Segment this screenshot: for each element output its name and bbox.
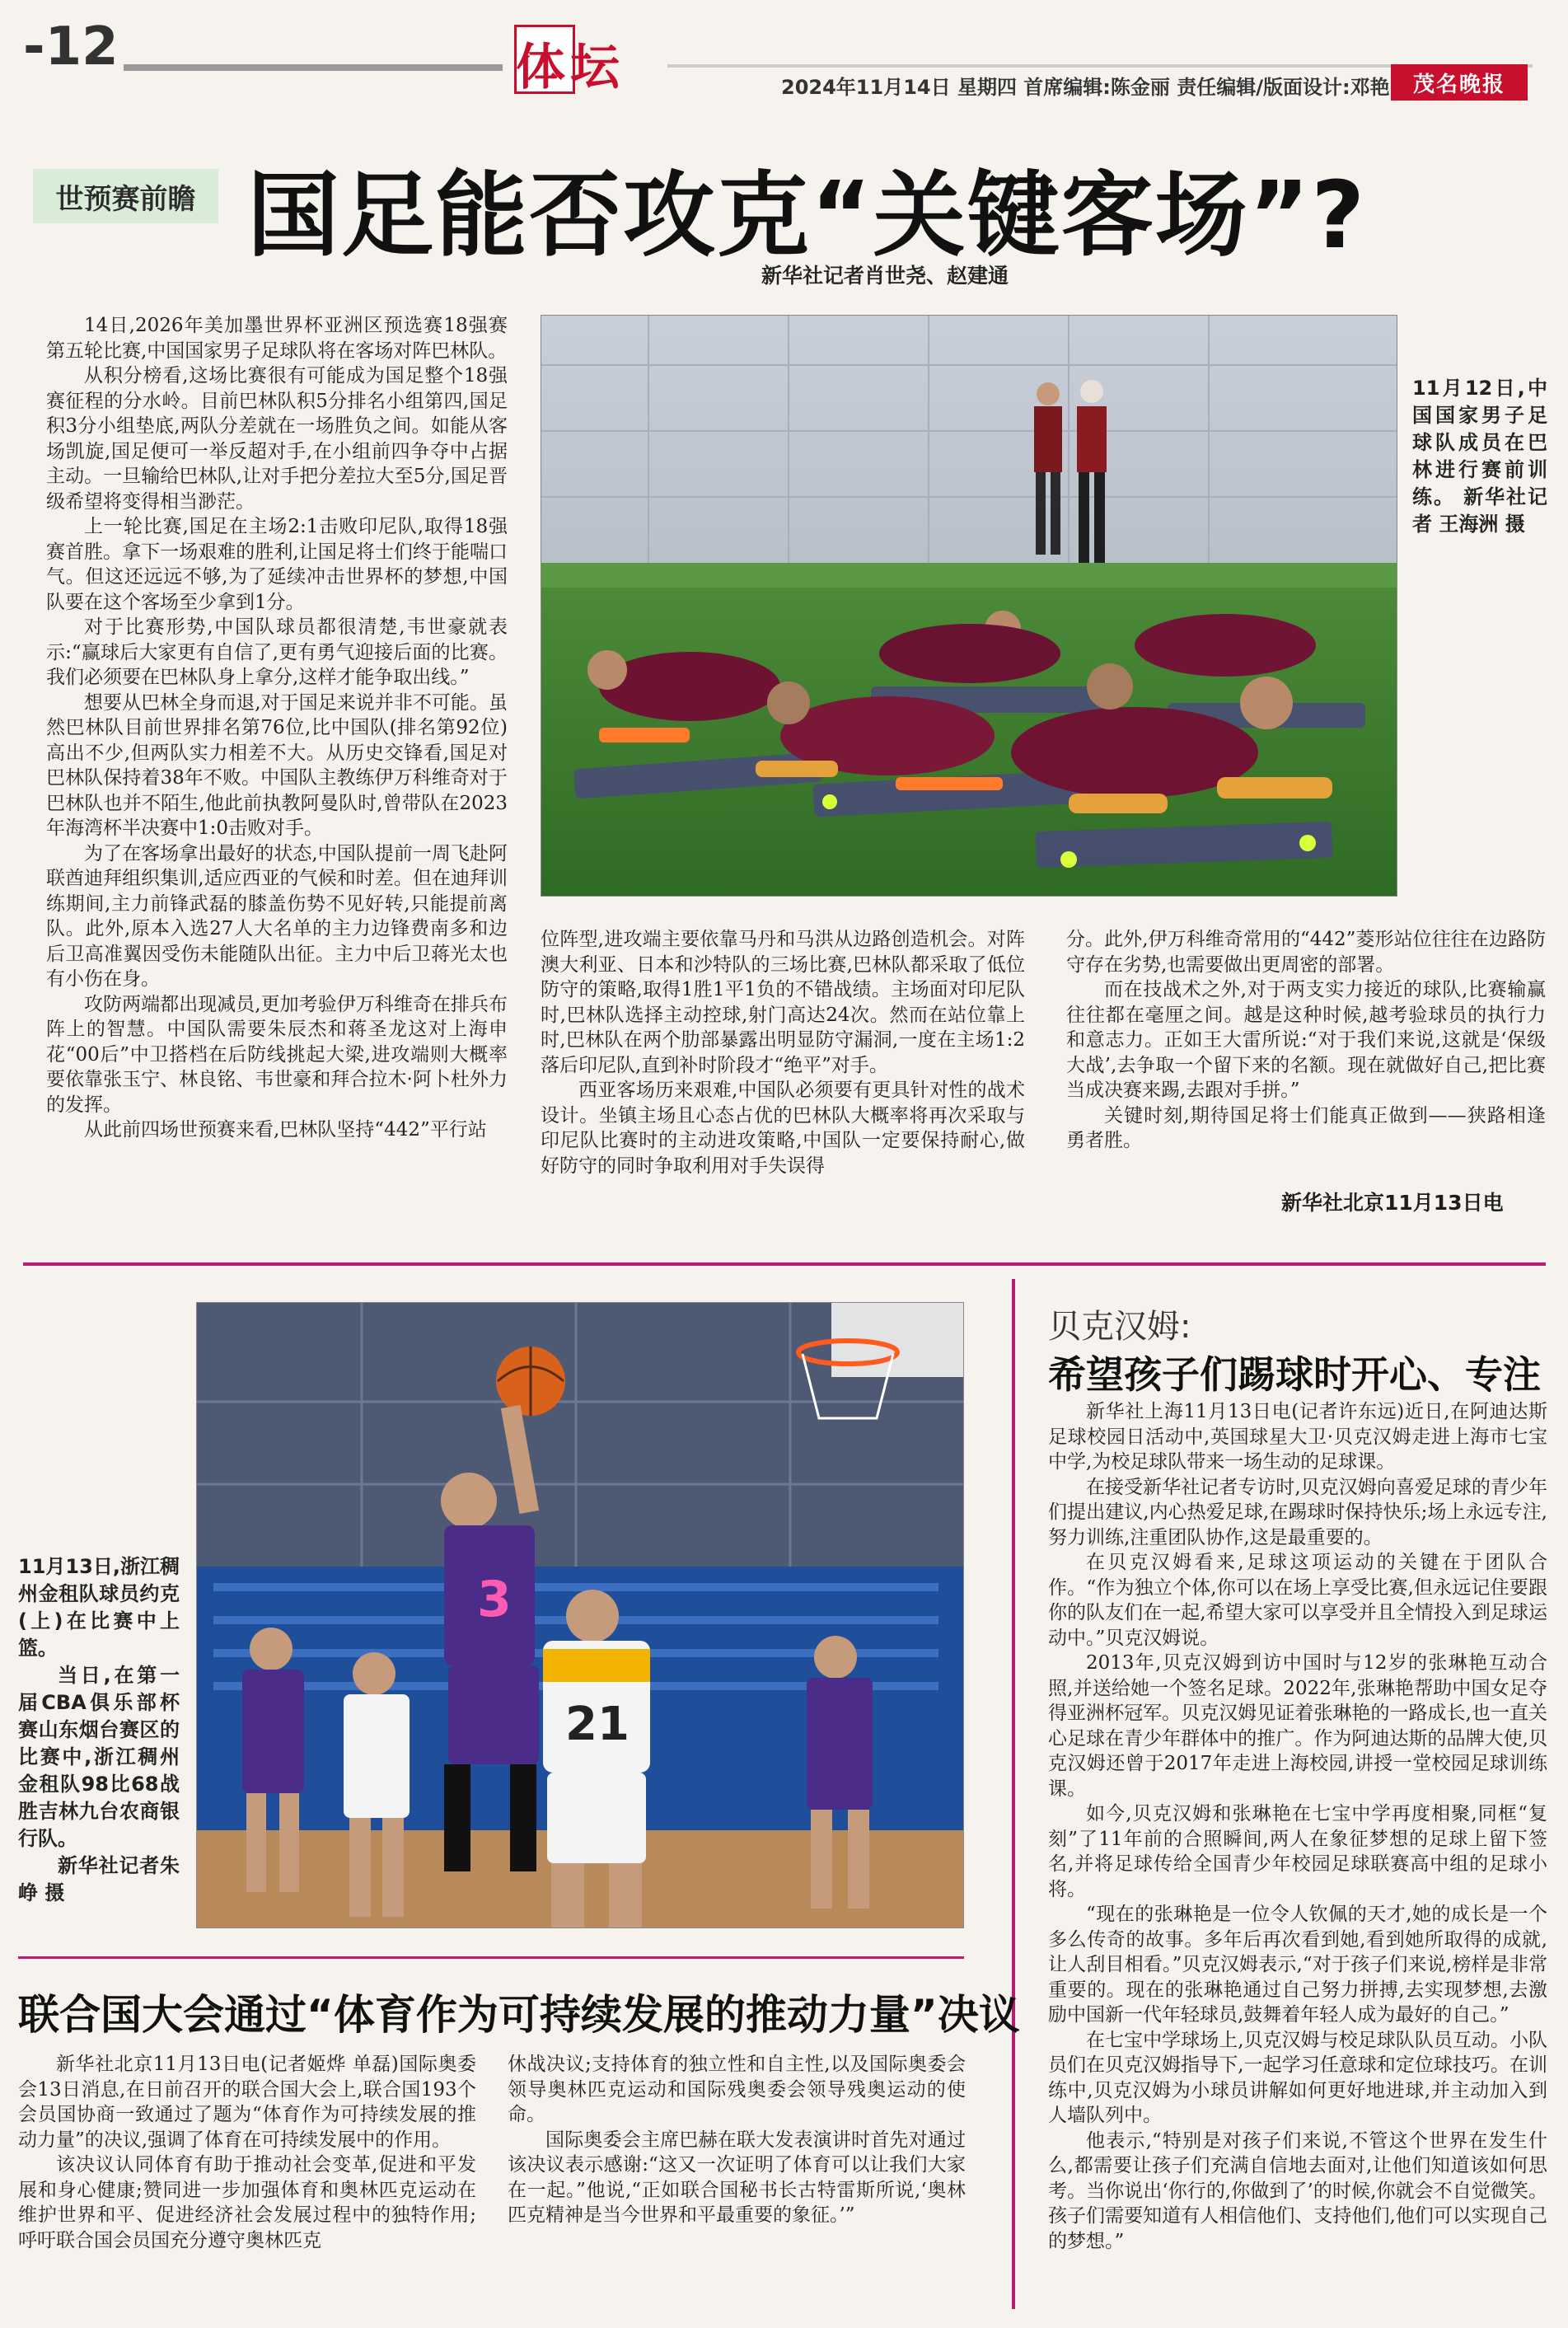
- lead-byline: 新华社记者肖世尧、赵建通: [761, 264, 1009, 288]
- football-training-photo: [541, 315, 1397, 897]
- lead-column-2: [541, 927, 1025, 1253]
- un-paragraph: 休战决议;支持体育的独立性和自主性,以及国际奥委会领导奥林匹克运动和国际残奥委会领导残奥运动的使命。: [508, 2054, 966, 2125]
- beckham-paragraph: 在七宝中学球场上,贝克汉姆与校足球队队员互动。小队员们在贝克汉姆指导下,一起学习任意球和定位球技巧。在训练中,贝克汉姆为小球员讲解如何更好地进球,并主动加入到人墙队列中。: [1048, 2029, 1547, 2126]
- un-paragraph: 该决议认同体育有助于推动社会变革,促进和平发展和身心健康;赞同进一步加强体育和奥林匹克运动在维护世界和平、促进经济社会发展过程中的独特作用;呼吁联合国会员国充分遵守奥林匹克: [18, 2154, 476, 2251]
- lead-sign-off: 新华社北京11月13日电: [1281, 1191, 1504, 1215]
- un-headline: 联合国大会通过“体育作为可持续发展的推动力量”决议: [18, 1991, 1020, 2039]
- lead-paragraph: 分。此外,伊万科维奇常用的“442”菱形站位往往在边路防守存在劣势,也需要做出更周密的部署。: [1066, 929, 1546, 976]
- lead-headline: 国足能否攻克“关键客场”?: [247, 162, 1367, 269]
- lead-paragraph: 从此前四场世预赛来看,巴林队坚持“442”平行站: [84, 1119, 487, 1141]
- beckham-paragraph: 2013年,贝克汉姆到访中国时与12岁的张琳艳互动合照,并送给她一个签名足球。2022年,张琳艳帮助中国女足夺得亚洲杯冠军。贝克汉姆见证着张琳艳的一路成长,也一直关心足球在青少年群体中的推广。作为阿迪达斯的品牌大使,贝克汉姆还曾于2017年走进上海校园,讲授一堂校园足球训练课。: [1048, 1652, 1547, 1800]
- lead-paragraph: 上一轮比赛,国足在主场2:1击败印尼队,取得18强赛首胜。拿下一场艰难的胜利,让国足将士们终于能喘口气。但这还远远不够,为了延续冲击世界杯的梦想,中国队要在这个客场至少拿到1分。: [46, 516, 508, 613]
- beckham-title-2: 希望孩子们踢球时开心、专注: [1048, 1352, 1541, 1397]
- basketball-caption-credit: 新华社记者朱峥 摄: [18, 1854, 180, 1904]
- masthead-logo: 茂名晚报: [1391, 64, 1528, 101]
- training-photo-illustration: [541, 316, 1397, 897]
- lead-paragraph: 从积分榜看,这场比赛很有可能成为国足整个18强赛征程的分水岭。目前巴林队积5分排名小组第四,国足积3分小组垫底,两队分差就在一场胜负之间。如能从客场凯旋,国足便可一举反超对手,在小组前四争夺中占据主动。一旦输给巴林队,让对手把分差拉大至5分,国足晋级希望将变得相当渺茫。: [46, 365, 508, 513]
- jersey-number-player: 3: [477, 1571, 512, 1628]
- beckham-paragraph: 新华社上海11月13日电(记者许东远)近日,在阿迪达斯足球校园日活动中,英国球星大卫·贝克汉姆走进上海市七宝中学,为校足球队带来一场生动的足球课。: [1048, 1401, 1547, 1473]
- basketball-caption-line-1: 11月13日,浙江稠州金租队球员约克(上)在比赛中上篮。: [18, 1555, 180, 1660]
- lead-column-1: [46, 313, 508, 1253]
- football-photo-caption: 11月12日,中国国家男子足球队成员在巴林进行赛前训练。 新华社记者 王海洲 摄: [1412, 377, 1547, 536]
- beckham-title-1: 贝克汉姆:: [1048, 1308, 1191, 1346]
- un-paragraph: 新华社北京11月13日电(记者姬烨 单磊)国际奥委会13日消息,在日前召开的联合国大会上,联合国193个会员国协商一致通过了题为“体育作为可持续发展的推动力量”的决议,强调了体育在可持续发展中的作用。: [18, 2054, 476, 2151]
- beckham-paragraph: 在接受新华社记者专访时,贝克汉姆向喜爱足球的青少年们提出建议,内心热爱足球,在踢球时保持快乐;场上永远专注,努力训练,注重团队协作,这是最重要的。: [1048, 1476, 1547, 1548]
- lead-column-3: [1066, 927, 1546, 1183]
- beckham-paragraph: “现在的张琳艳是一位令人钦佩的天才,她的成长是一个多么传奇的故事。多年后再次看到她,看到她所取得的成就,让人刮目相看。”贝克汉姆表示,“对于孩子们来说,榜样是非常重要的。现在的张琳艳通过自己努力拼搏,去实现梦想,去激励中国新一代年轻球员,鼓舞着年轻人成为最好的自己。”: [1048, 1904, 1547, 2026]
- beckham-article: [1048, 1399, 1547, 2314]
- lead-paragraph: 14日,2026年美加墨世界杯亚洲区预选赛18强赛第五轮比赛,中国国家男子足球队将在客场对阵巴林队。: [46, 315, 508, 362]
- beckham-paragraph: 他表示,“特别是对孩子们来说,不管这个世界在发生什么,都需要让孩子们充满自信地去面对,让他们知道该如何思考。当你说出‘你行的,你做到了’的时候,你就会不自觉微笑。孩子们需要知道有人相信他们、支持他们,他们可以实现自己的梦想。”: [1048, 2129, 1547, 2252]
- jersey-number-defender: 21: [565, 1698, 630, 1751]
- section-separator: [23, 1262, 1546, 1266]
- un-column-2: [508, 2052, 966, 2316]
- basketball-photo: [196, 1302, 964, 1928]
- lead-paragraph: 想要从巴林全身而退,对于国足来说并非不可能。虽然巴林队目前世界排名第76位,比中国队(排名第92位)高出不少,但两队实力相差不大。从历史交锋看,国足对巴林队保持着38年不败。中国队主教练伊万科维奇对于巴林队也并不陌生,他此前执教阿曼队时,曾带队在2023年海湾杯半决赛中1:0击败对手。: [46, 691, 508, 839]
- lead-paragraph: 为了在客场拿出最好的状态,中国队提前一周飞赴阿联酋迪拜组织集训,适应西亚的气候和时差。但在迪拜训练期间,主力前锋武磊的膝盖伤势不见好转,只能提前离队。此外,原本入选27人大名单的主力边锋费南多和边后卫高准翼因受伤未能随队出征。主力中后卫蒋光太也有小伤在身。: [46, 842, 508, 990]
- lead-paragraph: 攻防两端都出现减员,更加考验伊万科维奇在排兵布阵上的智慧。中国队需要朱辰杰和蒋圣龙这对上海申花“00后”中卫搭档在后防线挑起大梁,进攻端则大概率要依靠张玉宁、林良铭、韦世豪和拜合拉木·阿卜杜外力的发挥。: [46, 993, 508, 1116]
- lead-paragraph: 对于比赛形势,中国队球员都很清楚,韦世豪就表示:“赢球后大家更有自信了,更有勇气迎接后面的比赛。我们必须要在巴林队身上拿分,这样才能争取出线。”: [46, 616, 508, 688]
- un-column-1: [18, 2052, 476, 2316]
- lead-paragraph: 西亚客场历来艰难,中国队必须要有更具针对性的战术设计。坐镇主场且心态占优的巴林队大概率将再次采取与印尼队比赛时的主动进攻策略,中国队一定要保持耐心,做好防守的同时争取利用对手失误得: [541, 1080, 1025, 1177]
- beckham-paragraph: 在贝克汉姆看来,足球这项运动的关键在于团队合作。“作为独立个体,你可以在场上享受比赛,但永远记住要跟你的队友们在一起,希望大家可以享受并且全情投入到足球运动中。”贝克汉姆说。: [1048, 1552, 1547, 1649]
- column-separator: [1012, 1279, 1015, 2309]
- page-number: -12: [23, 16, 119, 77]
- basketball-caption: [18, 1553, 180, 1904]
- lead-paragraph: 而在技战术之外,对于两支实力接近的球队,比赛输赢往往都在毫厘之间。越是这种时候,越考验球员的执行力和意志力。正如王大雷所说:“对于我们来说,这就是‘保级大战’,去争取一个留下来的名额。现在就做好自己,把比赛当成决赛来踢,去跟对手拼。”: [1066, 979, 1546, 1101]
- basketball-photo-illustration: [197, 1303, 964, 1928]
- page-number-bar: [124, 64, 503, 71]
- beckham-paragraph: 如今,贝克汉姆和张琳艳在七宝中学再度相聚,同框“复刻”了11年前的合照瞬间,两人在象征梦想的足球上留下签名,并将足球传给全国青少年校园足球联赛高中组的足球小将。: [1048, 1803, 1547, 1900]
- un-paragraph: 国际奥委会主席巴赫在联大发表演讲时首先对通过该决议表示感谢:“这又一次证明了体育可以让我们大家在一起。”他说,“正如联合国秘书长古特雷斯所说,‘奥林匹克精神是当今世界和平最重要的象征。’”: [508, 2129, 966, 2226]
- section-logo: 体坛: [516, 39, 625, 96]
- basketball-caption-line-2: 当日,在第一届CBA俱乐部杯赛山东烟台赛区的比赛中,浙江稠州金租队98比68战胜吉林九台农商银行队。: [18, 1664, 180, 1850]
- dateline: 2024年11月14日 星期四 首席编辑:陈金丽 责任编辑/版面设计:邓艳: [781, 76, 1390, 99]
- un-separator: [18, 1956, 964, 1959]
- lead-paragraph: 位阵型,进攻端主要依靠马丹和马洪从边路创造机会。对阵澳大利亚、日本和沙特队的三场比赛,巴林队都采取了低位防守的策略,取得1胜1平1负的不错战绩。主场面对印尼队时,巴林队选择主动控球,射门高达24次。然而在站位靠上时,巴林队在两个肋部暴露出明显防守漏洞,一度在主场1:2落后印尼队,直到补时阶段才“绝平”对手。: [541, 929, 1025, 1076]
- kicker-label: 世预赛前瞻: [33, 169, 218, 223]
- lead-paragraph: 关键时刻,期待国足将士们能真正做到——狭路相逢勇者胜。: [1066, 1104, 1546, 1151]
